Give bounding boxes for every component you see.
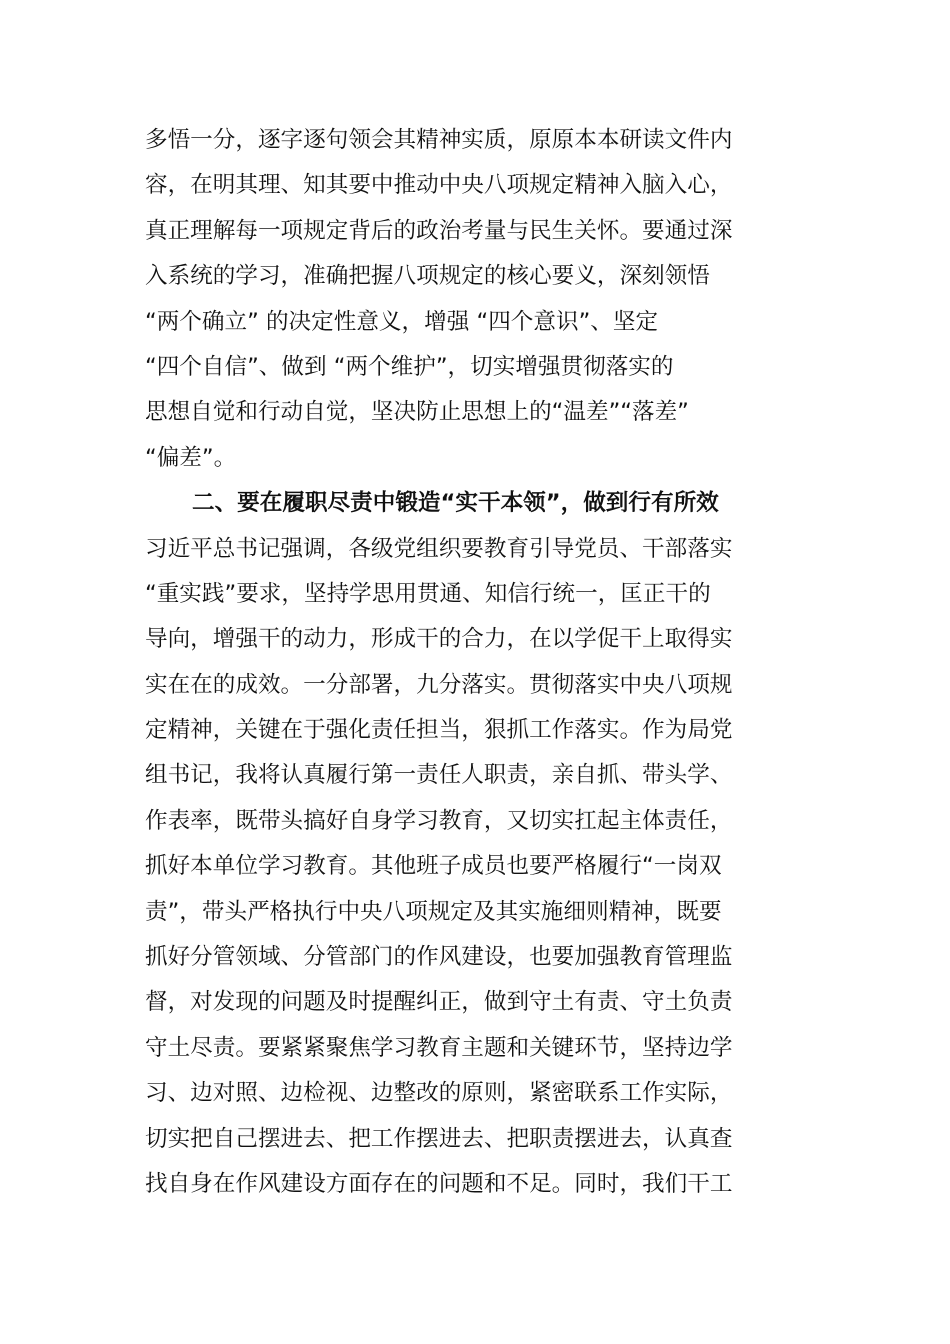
- text-line: 入系统的学习，准确把握八项规定的核心要义，深刻领悟: [145, 263, 710, 290]
- text-line: 抓好分管领域、分管部门的作风建设，也要加强教育管理监: [145, 944, 733, 971]
- text-line: 思想自觉和行动自觉，坚决防止思想上的“温差”“落差”: [145, 399, 689, 426]
- text-line: 责”，带头严格执行中央八项规定及其实施细则精神，既要: [145, 898, 722, 925]
- text-line: 习、边对照、边检视、边整改的原则，紧密联系工作实际，: [145, 1080, 733, 1107]
- text-line: “四个自信”、做到 “两个维护”，切实增强贯彻落实的: [145, 353, 674, 380]
- text-line: 督，对发现的问题及时提醒纠正，做到守土有责、守土负责: [145, 989, 733, 1016]
- text-line: 实在在的成效。一分部署，九分落实。贯彻落实中央八项规: [145, 671, 733, 698]
- text-line: 定精神，关键在于强化责任担当，狠抓工作落实。作为局党: [145, 717, 733, 744]
- section-heading: 二、要在履职尽责中锻造“实干本领”，做到行有所效: [192, 490, 719, 517]
- text-line: 抓好本单位学习教育。其他班子成员也要严格履行“一岗双: [145, 853, 722, 880]
- text-line: 习近平总书记强调，各级党组织要教育引导党员、干部落实: [145, 535, 733, 562]
- text-line: 多悟一分，逐字逐句领会其精神实质，原原本本研读文件内: [145, 127, 733, 153]
- text-line: “两个确立” 的决定性意义，增强 “四个意识”、坚定: [145, 308, 659, 335]
- text-line: 组书记，我将认真履行第一责任人职责，亲自抓、带头学、: [145, 762, 733, 789]
- text-line: 容，在明其理、知其要中推动中央八项规定精神入脑入心，: [145, 172, 733, 199]
- text-line: 守土尽责。要紧紧聚焦学习教育主题和关键环节，坚持边学: [145, 1034, 733, 1061]
- text-line: 作表率，既带头搞好自身学习教育，又切实扛起主体责任，: [145, 807, 733, 834]
- text-line: 真正理解每一项规定背后的政治考量与民生关怀。要通过深: [145, 217, 733, 244]
- text-line: “重实践”要求，坚持学思用贯通、知信行统一，匡正干的: [145, 580, 711, 607]
- document-body: [145, 118, 807, 1207]
- text-line: 找自身在作风建设方面存在的问题和不足。同时，我们干工: [145, 1170, 733, 1197]
- text-line: 切实把自己摆进去、把工作摆进去、把职责摆进去，认真查: [145, 1125, 733, 1152]
- text-line: 导向，增强干的动力，形成干的合力，在以学促干上取得实: [145, 626, 733, 653]
- text-line: “偏差”。: [145, 444, 237, 471]
